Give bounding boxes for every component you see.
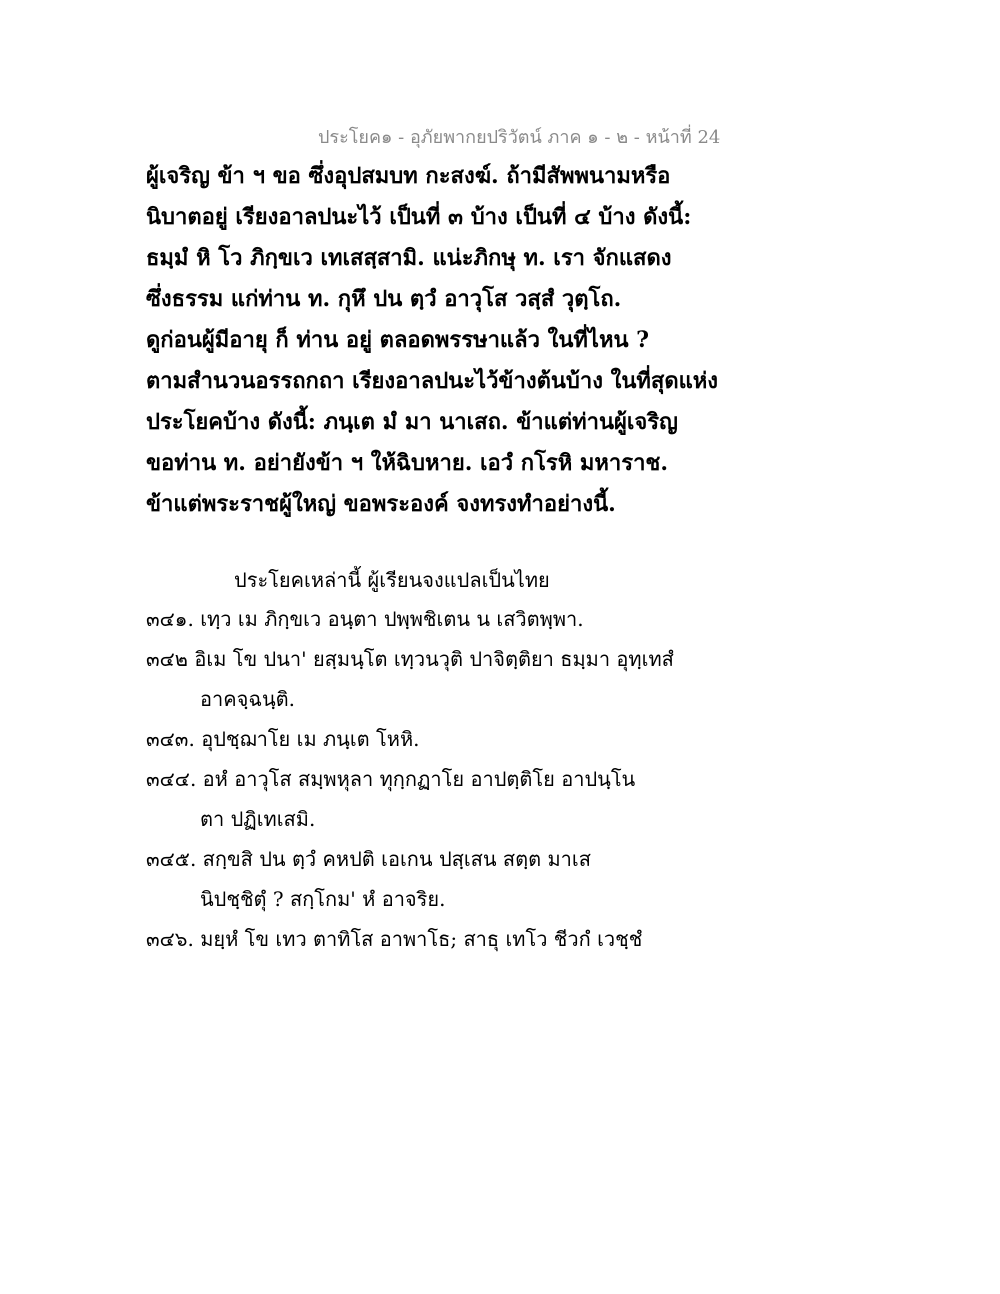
text-line: ประโยคบ้าง ดังนี้: ภนฺเต มํ มา นาเสถ. ข้าแต่ท่านผู้เจริญ xyxy=(146,409,678,435)
text-line: ขอท่าน ท. อย่ายังข้า ฯ ให้ฉิบหาย. เอวํ กโรหิ มหาราช. xyxy=(146,450,669,476)
exercise-item-continuation: อาคจฺฉนฺติ. xyxy=(200,687,295,711)
exercise-item: ๓๔๑. เทฺว เม ภิกฺขเว อนฺตา ปพฺพชิเตน น เสวิตพฺพา. xyxy=(146,607,584,631)
exercise-item: ๓๔๒ อิเม โข ปนา' ยสฺมนฺโต เทฺวนวุติ ปาจิตฺติยา ธมฺมา อุทฺเทสํ xyxy=(146,647,674,671)
text-line: ข้าแต่พระราชผู้ใหญ่ ขอพระองค์ จงทรงทำอย่างนี้. xyxy=(146,491,616,517)
exercise-item: ๓๔๔. อหํ อาวุโส สมฺพหุลา ทุกฺกฏาโย อาปตฺติโย อาปนฺโน xyxy=(146,767,636,791)
page-header: ประโยค๑ - อุภัยพากยปริวัตน์ ภาค ๑ - ๒ - หน้าที่ 24 xyxy=(318,127,721,148)
exercise-item: ๓๔๖. มยฺหํ โข เทว ตาทิโส อาพาโธ; สาธุ เทโว ชีวกํ เวชฺชํ xyxy=(146,927,643,951)
text-line: ซึ่งธรรม แก่ท่าน ท. กุหึ ปน ตฺวํ อาวุโส วสฺสํ วุตฺโถ. xyxy=(146,286,622,312)
exercise-item: ๓๔๕. สกฺขสิ ปน ตฺวํ คหปติ เอเกน ปสฺเสน สตฺต มาเส xyxy=(146,847,591,871)
text-line: ธมฺมํ หิ โว ภิกฺขเว เทเสสฺสามิ. แน่ะภิกษุ ท. เรา จักแสดง xyxy=(146,245,672,271)
text-line: ดูก่อนผู้มีอายุ ก็ ท่าน อยู่ ตลอดพรรษาแล้ว ในที่ไหน ? xyxy=(146,327,650,353)
exercise-item-continuation: ตา ปฏิเทเสมิ. xyxy=(200,807,316,831)
exercise-item: ๓๔๓. อุปชฺฌาโย เม ภนฺเต โหหิ. xyxy=(146,727,420,751)
text-line: ผู้เจริญ ข้า ฯ ขอ ซึ่งอุปสมบท กะสงฆ์. ถ้ามีสัพพนามหรือ xyxy=(146,163,671,189)
text-line: นิบาตอยู่ เรียงอาลปนะไว้ เป็นที่ ๓ บ้าง เป็นที่ ๔ บ้าง ดังนี้: xyxy=(146,204,692,230)
exercise-section xyxy=(146,562,846,959)
explanation-paragraph xyxy=(146,156,846,525)
exercise-title: ประโยคเหล่านี้ ผู้เรียนจงแปลเป็นไทย xyxy=(234,568,550,592)
exercise-item-continuation: นิปชฺชิตุํ ? สกฺโกม' หํ อาจริย. xyxy=(200,887,446,911)
text-line: ตามสำนวนอรรถกถา เรียงอาลปนะไว้ข้างต้นบ้าง ในที่สุดแห่ง xyxy=(146,368,719,394)
